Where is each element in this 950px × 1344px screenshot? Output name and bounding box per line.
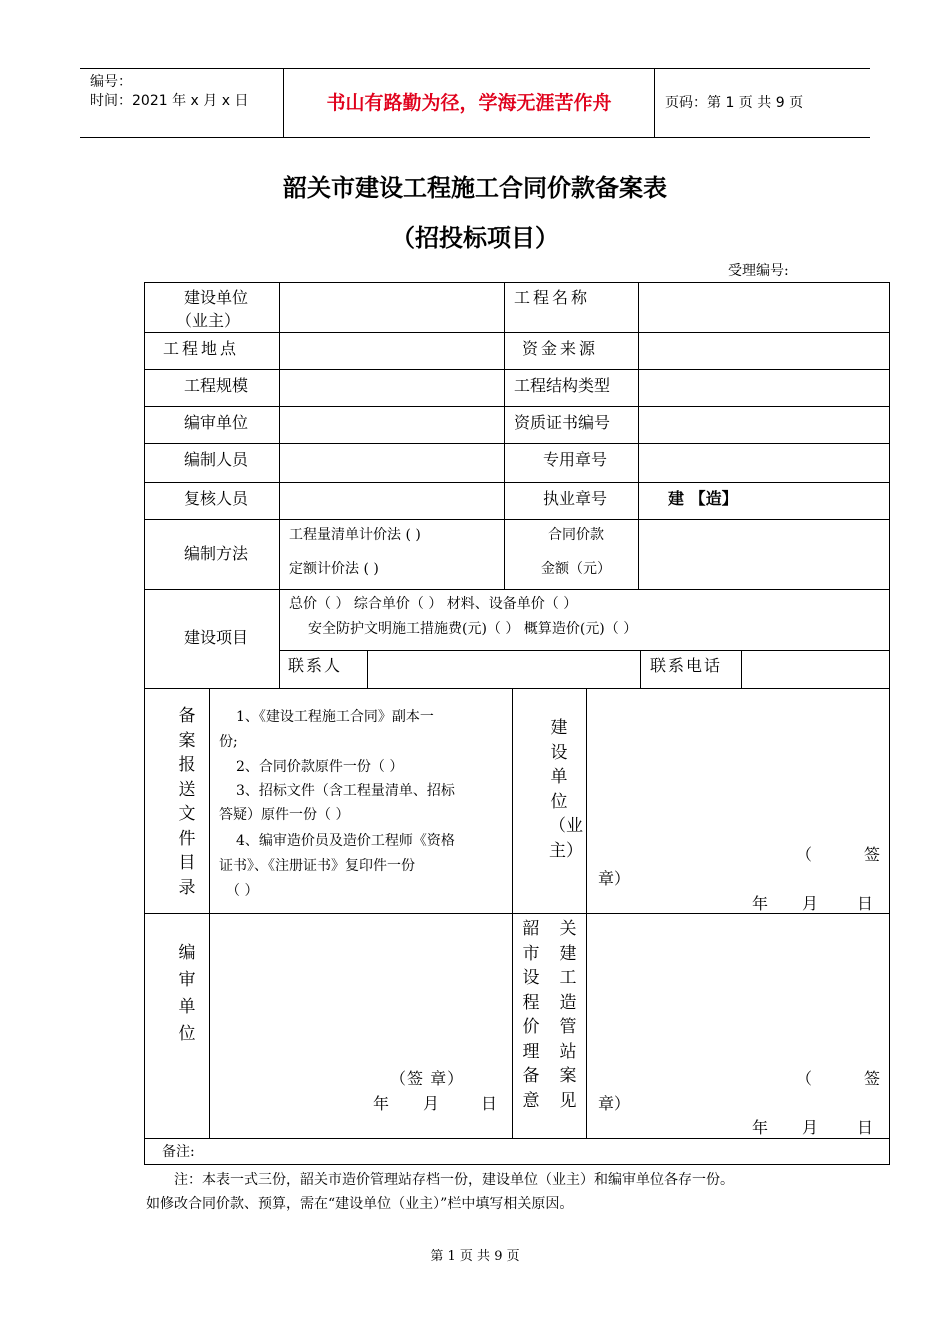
cert-number-label: 资质证书编号 [514, 413, 611, 432]
project-location-label: 工程地点 [163, 339, 240, 358]
contact-label: 联系人 [288, 656, 343, 675]
number-label: 编号： [90, 74, 132, 90]
project-label: 建设项目 [184, 628, 249, 647]
project-scale-label: 工程规模 [184, 376, 249, 395]
time-label: 时间：2021 年 x 月 x 日 [90, 93, 249, 109]
review-date-month: 月 [423, 1094, 440, 1113]
owner-unit-sub-label: （业主） [176, 311, 241, 330]
preparer-label: 编制人员 [184, 450, 249, 469]
remarks-label: 备注: [162, 1144, 195, 1160]
owner-date-day: 日 [857, 894, 874, 913]
fund-source-label: 资金来源 [522, 339, 599, 358]
review-unit-vertical-label: 编审单位 [178, 943, 196, 1044]
station-date-day: 日 [857, 1118, 874, 1137]
contract-price-label: 合同价款 [548, 527, 604, 543]
header-page-cell [654, 69, 870, 137]
station-date-month: 月 [802, 1118, 819, 1137]
price-breakdown-line: 总价（ ） 综合单价（ ） 材料、设备单价（ ） [289, 596, 578, 612]
note-line-1: 注：本表一式三份，韶关市造价管理站存档一份，建设单位（业主）和编审单位各存一份。 [174, 1172, 734, 1188]
owner-seal-close: 章） [598, 869, 631, 888]
owner-date-month: 月 [802, 894, 819, 913]
doc-item-2: 2、合同价款原件一份（ ） [236, 759, 404, 775]
review-date-day: 日 [481, 1094, 498, 1113]
station-date-year: 年 [752, 1118, 769, 1137]
review-date-year: 年 [373, 1094, 390, 1113]
doc-item-4-paren: （ ） [226, 883, 259, 899]
page-indicator: 页码：第 1 页 共 9 页 [665, 95, 804, 111]
station-opinion-col1: 韶市设程价理备意 [522, 919, 540, 1111]
project-name-label: 工程名称 [514, 288, 591, 307]
seal-value: 建 【造】 [668, 489, 738, 508]
page-title: 韶关市建设工程施工合同价款备案表 [283, 174, 667, 202]
method-bill-of-quantities: 工程量清单计价法 ( ) [289, 527, 421, 543]
owner-sign-paren: （ [796, 845, 813, 864]
station-opinion-col2: 关建工造管站案见 [559, 919, 577, 1111]
station-sign-char: 签 [864, 1069, 881, 1088]
owner-unit-label: 建设单位 [184, 288, 249, 307]
doc-item-4-cont: 证书》、《注册证书》复印件一份 [219, 858, 415, 874]
method-quota: 定额计价法 ( ) [289, 561, 379, 577]
doc-item-3: 3、招标文件（含工程量清单、招标 [236, 783, 455, 799]
method-label: 编制方法 [184, 544, 249, 563]
header-motto: 书山有路勤为径，学海无涯苦作舟 [326, 92, 612, 114]
practice-seal-label: 执业章号 [543, 489, 608, 508]
page-header [80, 68, 870, 138]
owner-sign-char: 签 [864, 845, 881, 864]
accept-number-label: 受理编号: [728, 263, 789, 279]
owner-vertical-label: 建设单位（业主） [549, 718, 583, 861]
phone-label: 联系电话 [650, 656, 723, 675]
owner-date-year: 年 [752, 894, 769, 913]
safety-cost-line: 安全防护文明施工措施费(元)（ ） 概算造价(元)（ ） [308, 621, 638, 637]
structure-type-label: 工程结构类型 [514, 376, 611, 395]
station-seal-close: 章） [598, 1094, 631, 1113]
header-meta-cell [80, 69, 284, 137]
checker-label: 复核人员 [184, 489, 249, 508]
filing-docs-label: 备案报送文件目录 [178, 706, 196, 898]
doc-item-1-cont: 份; [219, 734, 238, 750]
review-sign: （签 章） [390, 1069, 465, 1088]
doc-item-1: 1、《建设工程施工合同》副本一 [236, 709, 434, 725]
doc-item-4: 4、编审造价员及造价工程师《资格 [236, 833, 455, 849]
note-line-2: 如修改合同价款、预算，需在“建设单位（业主）”栏中填写相关原因。 [146, 1196, 574, 1212]
special-seal-label: 专用章号 [543, 450, 608, 469]
page-footer: 第 1 页 共 9 页 [430, 1249, 520, 1264]
review-unit-label: 编审单位 [184, 413, 249, 432]
doc-item-3-cont: 答疑）原件一份（ ） [219, 807, 350, 823]
contract-amount-label: 金额（元） [541, 561, 611, 577]
page-subtitle: （招投标项目） [391, 224, 559, 252]
station-sign-paren: （ [796, 1069, 813, 1088]
